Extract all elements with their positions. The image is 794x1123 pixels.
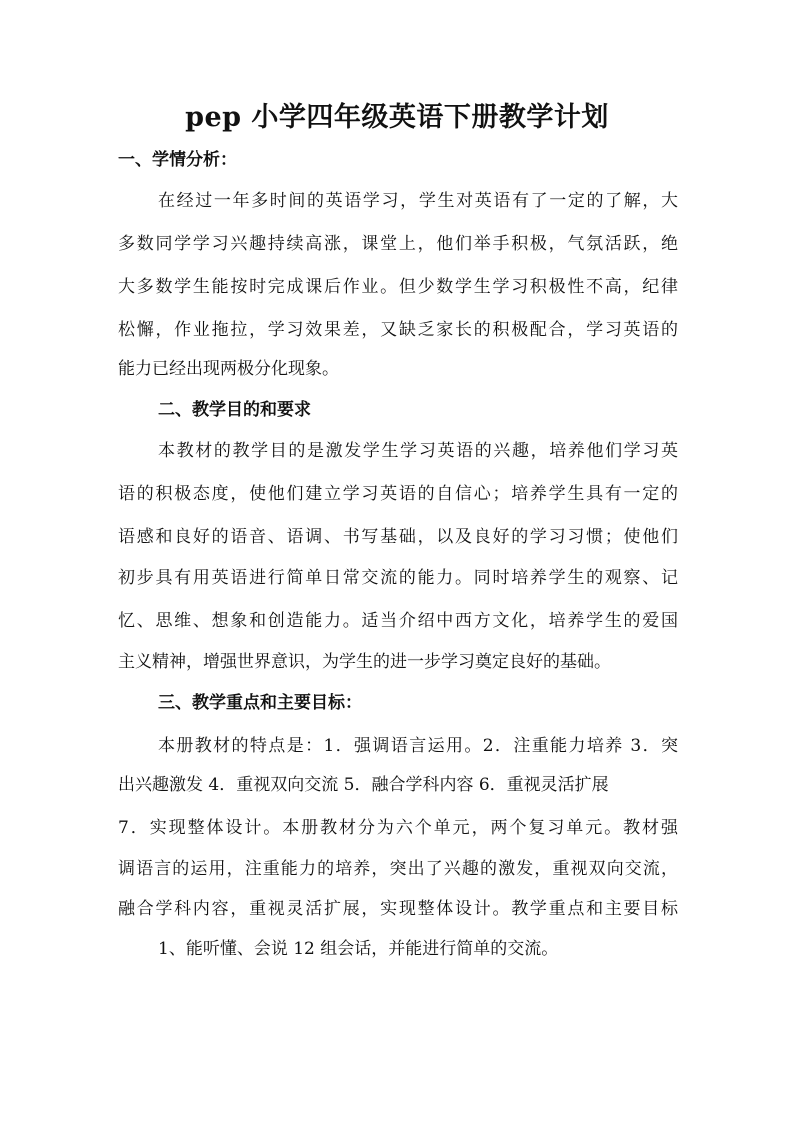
paragraph-line: 出兴趣激发 4．重视双向交流 5．融合学科内容 6．重视灵活扩展 <box>118 775 609 795</box>
paragraph-line: 语感和良好的语音、语调、书写基础，以及良好的学习习惯；使他们 <box>118 527 678 547</box>
paragraph-line: 忆、思维、想象和创造能力。适当介绍中西方文化，培养学生的爱国 <box>118 611 678 631</box>
section-heading-3: 三、教学重点和主要目标： <box>158 693 362 713</box>
paragraph-line: 能力已经出现两极分化现象。 <box>118 359 339 379</box>
paragraph-line: 融合学科内容，重视灵活扩展，实现整体设计。教学重点和主要目标 <box>118 899 678 919</box>
section-heading-2: 二、教学目的和要求 <box>158 400 311 420</box>
paragraph-line: 本教材的教学目的是激发学生学习英语的兴趣，培养他们学习英 <box>158 441 678 461</box>
paragraph-line: 本册教材的特点是：1．强调语言运用。2．注重能力培养 3．突 <box>158 736 678 756</box>
paragraph-line: 多数同学学习兴趣持续高涨，课堂上，他们举手积极，气氛活跃，绝 <box>118 234 678 254</box>
paragraph-line: 1、能听懂、会说 12 组会话，并能进行简单的交流。 <box>158 939 559 959</box>
paragraph-line: 在经过一年多时间的英语学习，学生对英语有了一定的了解，大 <box>158 191 678 211</box>
paragraph-line: 初步具有用英语进行简单日常交流的能力。同时培养学生的观察、记 <box>118 568 678 588</box>
paragraph-line: 语的积极态度，使他们建立学习英语的自信心；培养学生具有一定的 <box>118 484 678 504</box>
paragraph-line: 松懈，作业拖拉，学习效果差，又缺乏家长的积极配合，学习英语的 <box>118 320 678 340</box>
paragraph-line: 调语言的运用，注重能力的培养，突出了兴趣的激发，重视双向交流， <box>118 859 678 879</box>
paragraph-line: 大多数学生能按时完成课后作业。但少数学生学习积极性不高，纪律 <box>118 277 678 297</box>
section-heading-1: 一、学情分析： <box>118 150 237 170</box>
paragraph-line: 主义精神，增强世界意识，为学生的进一步学习奠定良好的基础。 <box>118 652 611 672</box>
document-title: pep 小学四年级英语下册教学计划 <box>185 102 609 133</box>
paragraph-line: 7．实现整体设计。本册教材分为六个单元，两个复习单元。教材强 <box>118 818 678 838</box>
